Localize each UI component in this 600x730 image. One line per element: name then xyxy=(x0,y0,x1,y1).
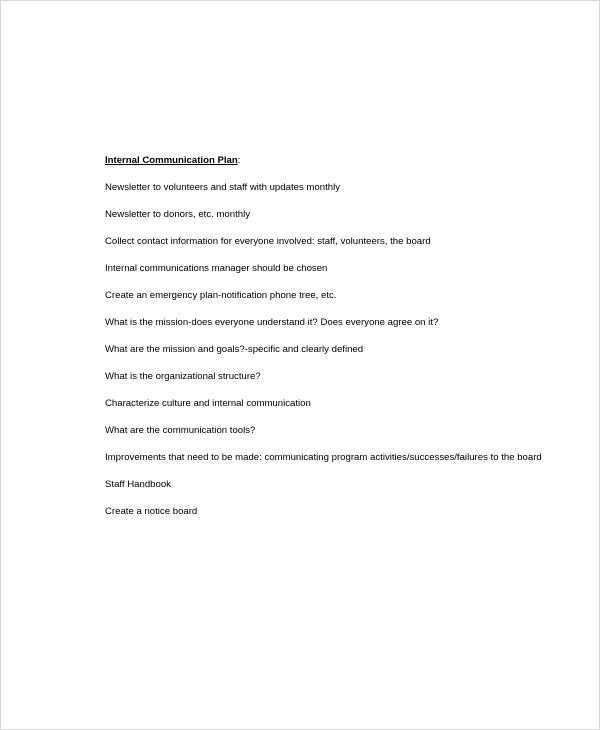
plan-item: Create a notice board xyxy=(105,506,198,517)
plan-item: Internal communications manager should be chosen xyxy=(105,263,328,274)
plan-item: Improvements that need to be made: communicating program activities/successes/failures to the board xyxy=(105,452,542,463)
document-heading xyxy=(105,154,585,168)
plan-item: Newsletter to donors, etc. monthly xyxy=(105,209,251,220)
heading-title: Internal Communication Plan xyxy=(105,155,238,166)
heading-colon: : xyxy=(237,155,241,166)
plan-item: What are the mission and goals?-specific and clearly defined xyxy=(105,344,364,355)
plan-item: Newsletter to volunteers and staff with updates monthly xyxy=(105,182,340,193)
plan-item: Characterize culture and internal communication xyxy=(105,398,311,409)
plan-item: Collect contact information for everyone involved: staff, volunteers, the board xyxy=(105,236,431,247)
document-body xyxy=(105,154,585,519)
plan-item: Create an emergency plan-notification phone tree, etc. xyxy=(105,290,337,301)
plan-item: What is the mission-does everyone understand it? Does everyone agree on it? xyxy=(105,317,439,328)
plan-item: What is the organizational structure? xyxy=(105,371,261,382)
plan-item: What are the communication tools? xyxy=(105,425,256,436)
plan-items-list xyxy=(105,181,585,519)
plan-item: Staff Handbook xyxy=(105,479,171,490)
